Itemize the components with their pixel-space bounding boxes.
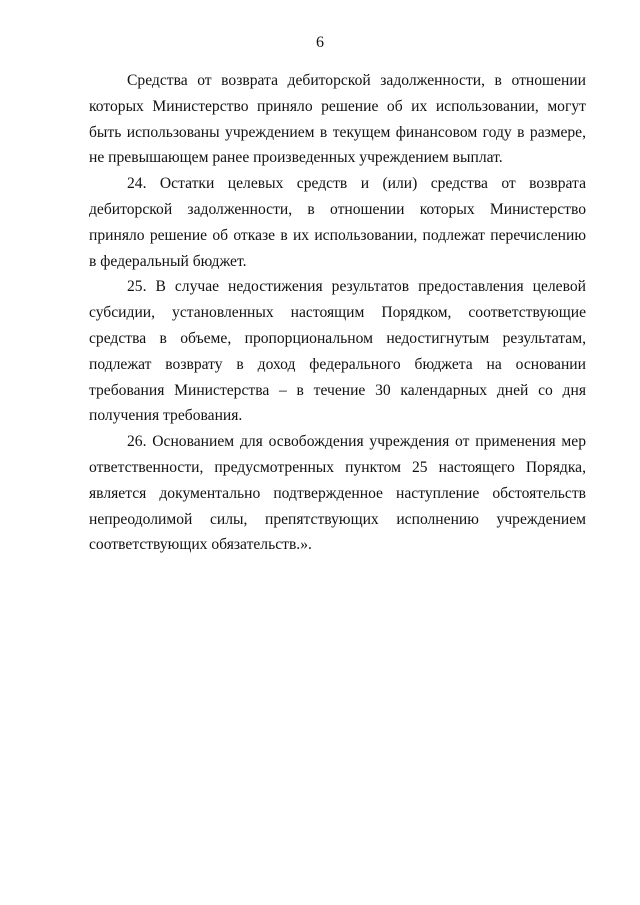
paragraph-24: 24. Остатки целевых средств и (или) средства от возврата дебиторской задолженности, в отношении которых Министерство приняло решение об отказе в их использовании, подлежат перечислению в федеральный бюджет. — [89, 175, 586, 270]
paragraph-26: 26. Основанием для освобождения учреждения от применения мер ответственности, предусмотренных пунктом 25 настоящего Порядка, является документально подтвержденное наступление обстоятельств непреодолимой силы, препятствующих исполнению учреждением соответствующих обязательств.». — [89, 433, 586, 554]
document-body — [89, 68, 586, 558]
page-number: 6 — [316, 34, 324, 51]
paragraph-receivables-usage: Средства от возврата дебиторской задолженности, в отношении которых Министерство приняло решение об их использовании, могут быть использованы учреждением в текущем финансовом году в размере, не превышающем ранее произведенных учреждением выплат. — [89, 72, 586, 167]
paragraph-25: 25. В случае недостижения результатов предоставления целевой субсидии, установленных настоящим Порядком, соответствующие средства в объеме, пропорциональном недостигнутым результатам, подлежат возврату в доход федерального бюджета на основании требования Министерства – в течение 30 календарных дней со дня получения требования. — [89, 278, 586, 425]
